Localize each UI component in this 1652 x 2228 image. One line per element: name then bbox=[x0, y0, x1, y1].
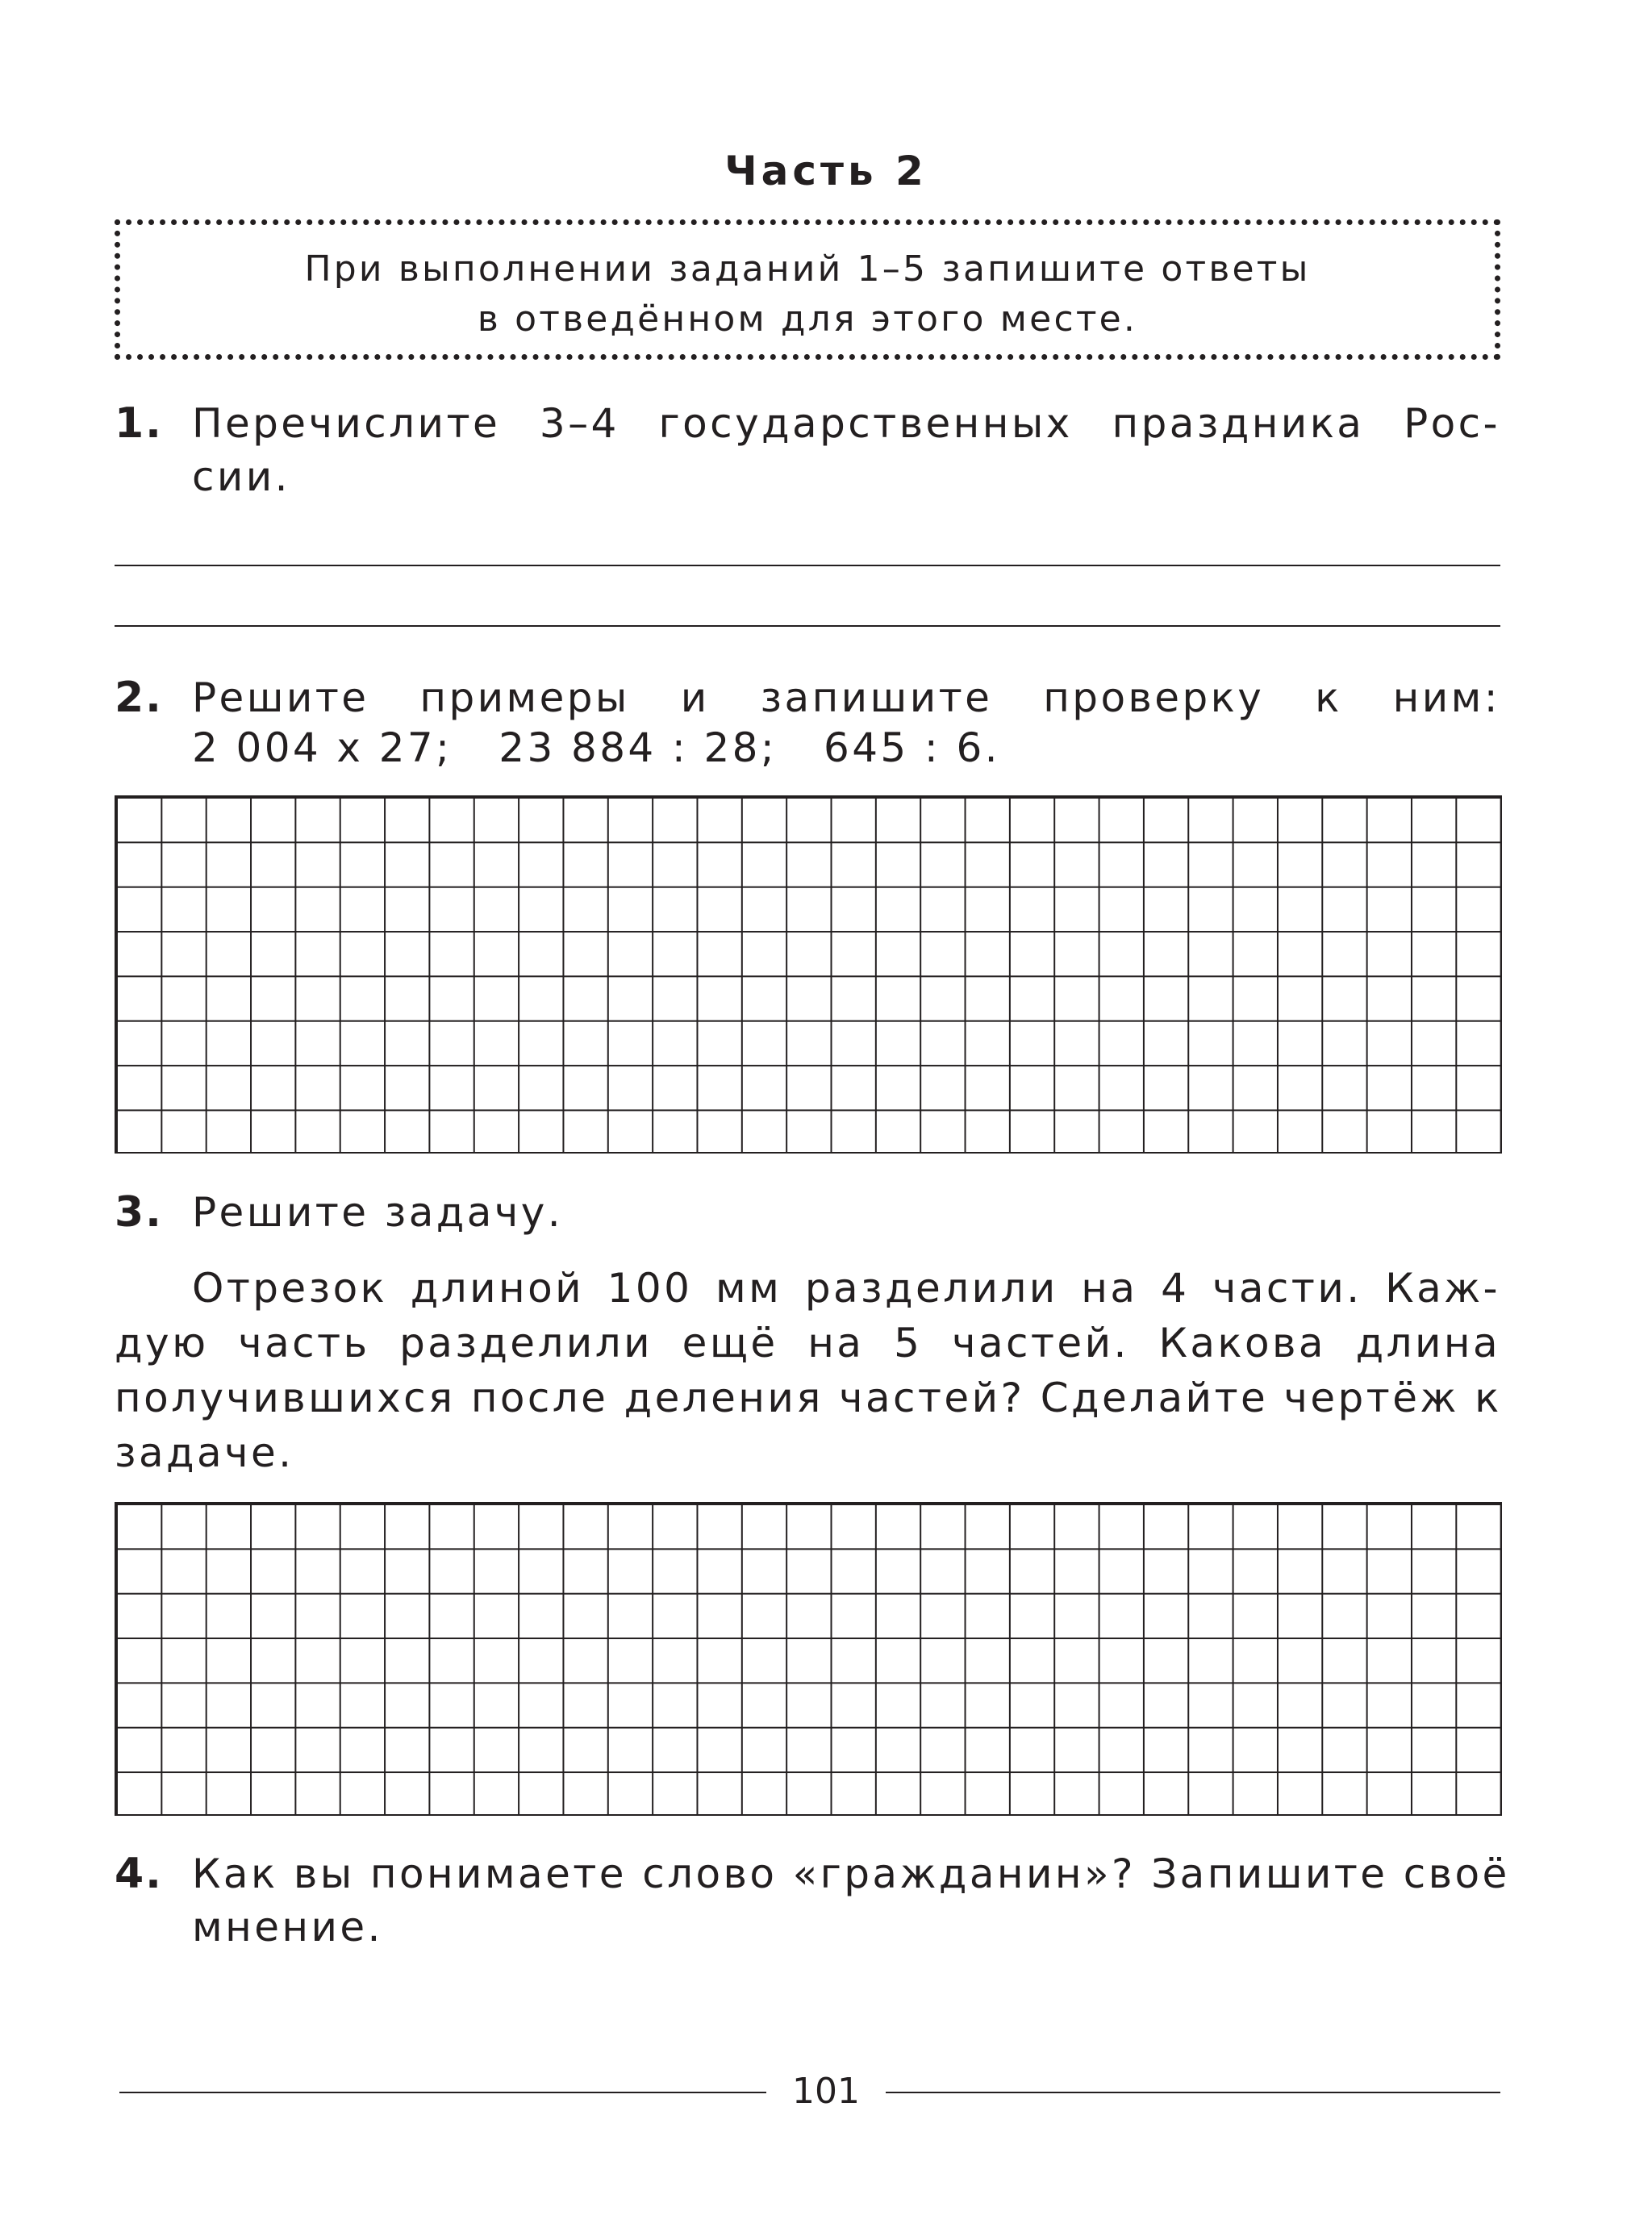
task-3-text: Решите задачу. bbox=[192, 1189, 564, 1236]
answer-line-1[interactable] bbox=[115, 565, 1500, 566]
task-3-problem-line-4: задаче. bbox=[115, 1429, 294, 1476]
answer-line-2[interactable] bbox=[115, 625, 1500, 627]
footer-rule-right bbox=[886, 2092, 1500, 2093]
task-1-text-line-2: сии. bbox=[192, 453, 290, 500]
task-3-problem-line-1: Отрезок длиной 100 мм разделили на 4 части. Каж- bbox=[192, 1265, 1500, 1312]
task-3-problem-line-2: дую часть разделили ещё на 5 частей. Какова длина bbox=[115, 1320, 1500, 1366]
task-3-number: 3. bbox=[115, 1188, 163, 1237]
task-2-number: 2. bbox=[115, 674, 163, 722]
task-4-text-line-1: Как вы понимаете слово «гражданин»? Запишите своё bbox=[192, 1850, 1510, 1897]
task-1-text-line-1: Перечислите 3–4 государственных праздника Рос- bbox=[192, 400, 1500, 447]
part-title: Часть 2 bbox=[724, 148, 928, 194]
answer-grid-task-3[interactable] bbox=[115, 1502, 1502, 1816]
task-3-problem-line-3: получившихся после деления частей? Сделайте чертёж к bbox=[115, 1375, 1502, 1421]
task-2-examples: 2 004 х 27; 23 884 : 28; 645 : 6. bbox=[192, 724, 1000, 771]
task-4-number: 4. bbox=[115, 1850, 163, 1898]
task-2-text-line-1: Решите примеры и запишите проверку к ним: bbox=[192, 674, 1500, 721]
footer-rule-left bbox=[119, 2092, 766, 2093]
instruction-line-2: в отведённом для этого месте. bbox=[477, 298, 1138, 340]
task-1-number: 1. bbox=[115, 399, 163, 448]
answer-grid-task-2[interactable] bbox=[115, 795, 1502, 1154]
task-4-text-line-2: мнение. bbox=[192, 1904, 383, 1951]
instruction-line-1: При выполнении заданий 1–5 запишите ответы bbox=[304, 248, 1311, 290]
page-number: 101 bbox=[792, 2071, 860, 2112]
